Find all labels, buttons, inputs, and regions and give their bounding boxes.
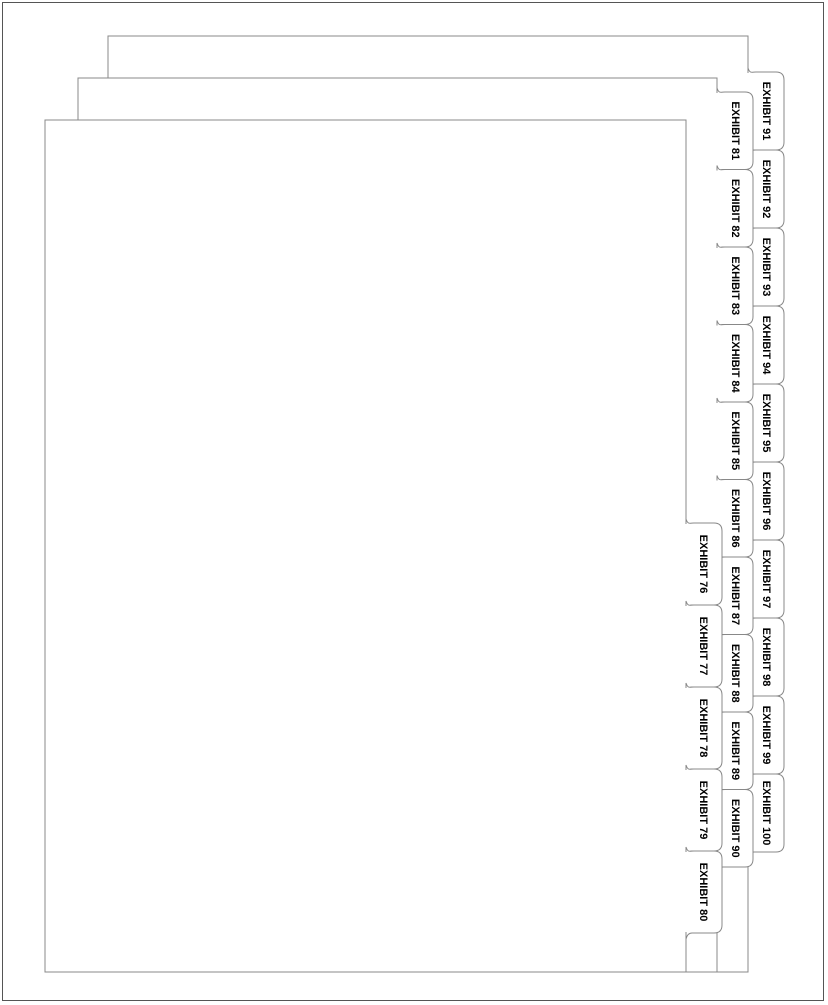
tab-label: EXHIBIT 89 xyxy=(729,721,742,781)
tab-label: EXHIBIT 88 xyxy=(729,643,742,703)
front-sheet xyxy=(45,120,722,972)
tab-label: EXHIBIT 83 xyxy=(729,256,742,316)
tab-label: EXHIBIT 100 xyxy=(760,780,773,846)
tab-label: EXHIBIT 81 xyxy=(729,101,742,161)
tab-label: EXHIBIT 87 xyxy=(729,566,742,626)
tab-label: EXHIBIT 80 xyxy=(697,862,710,922)
tab-label: EXHIBIT 96 xyxy=(760,471,773,531)
front-sheet-body xyxy=(45,120,686,972)
tab-label: EXHIBIT 93 xyxy=(760,237,773,297)
tab-label: EXHIBIT 76 xyxy=(697,534,710,594)
tab-label: EXHIBIT 95 xyxy=(760,393,773,453)
tab-label: EXHIBIT 78 xyxy=(697,698,710,758)
tab-label: EXHIBIT 84 xyxy=(729,333,742,393)
tab-label: EXHIBIT 85 xyxy=(729,411,742,471)
tab-label: EXHIBIT 97 xyxy=(760,549,773,609)
tab-label: EXHIBIT 77 xyxy=(697,616,710,676)
tab-label: EXHIBIT 92 xyxy=(760,159,773,219)
tab-label: EXHIBIT 98 xyxy=(760,627,773,687)
tab-label: EXHIBIT 82 xyxy=(729,178,742,238)
tab-label: EXHIBIT 99 xyxy=(760,705,773,765)
tab-label: EXHIBIT 86 xyxy=(729,488,742,548)
tab-label: EXHIBIT 94 xyxy=(760,315,773,375)
tab-label: EXHIBIT 90 xyxy=(729,798,742,858)
tab-label: EXHIBIT 79 xyxy=(697,780,710,840)
tab-label: EXHIBIT 91 xyxy=(760,81,773,141)
